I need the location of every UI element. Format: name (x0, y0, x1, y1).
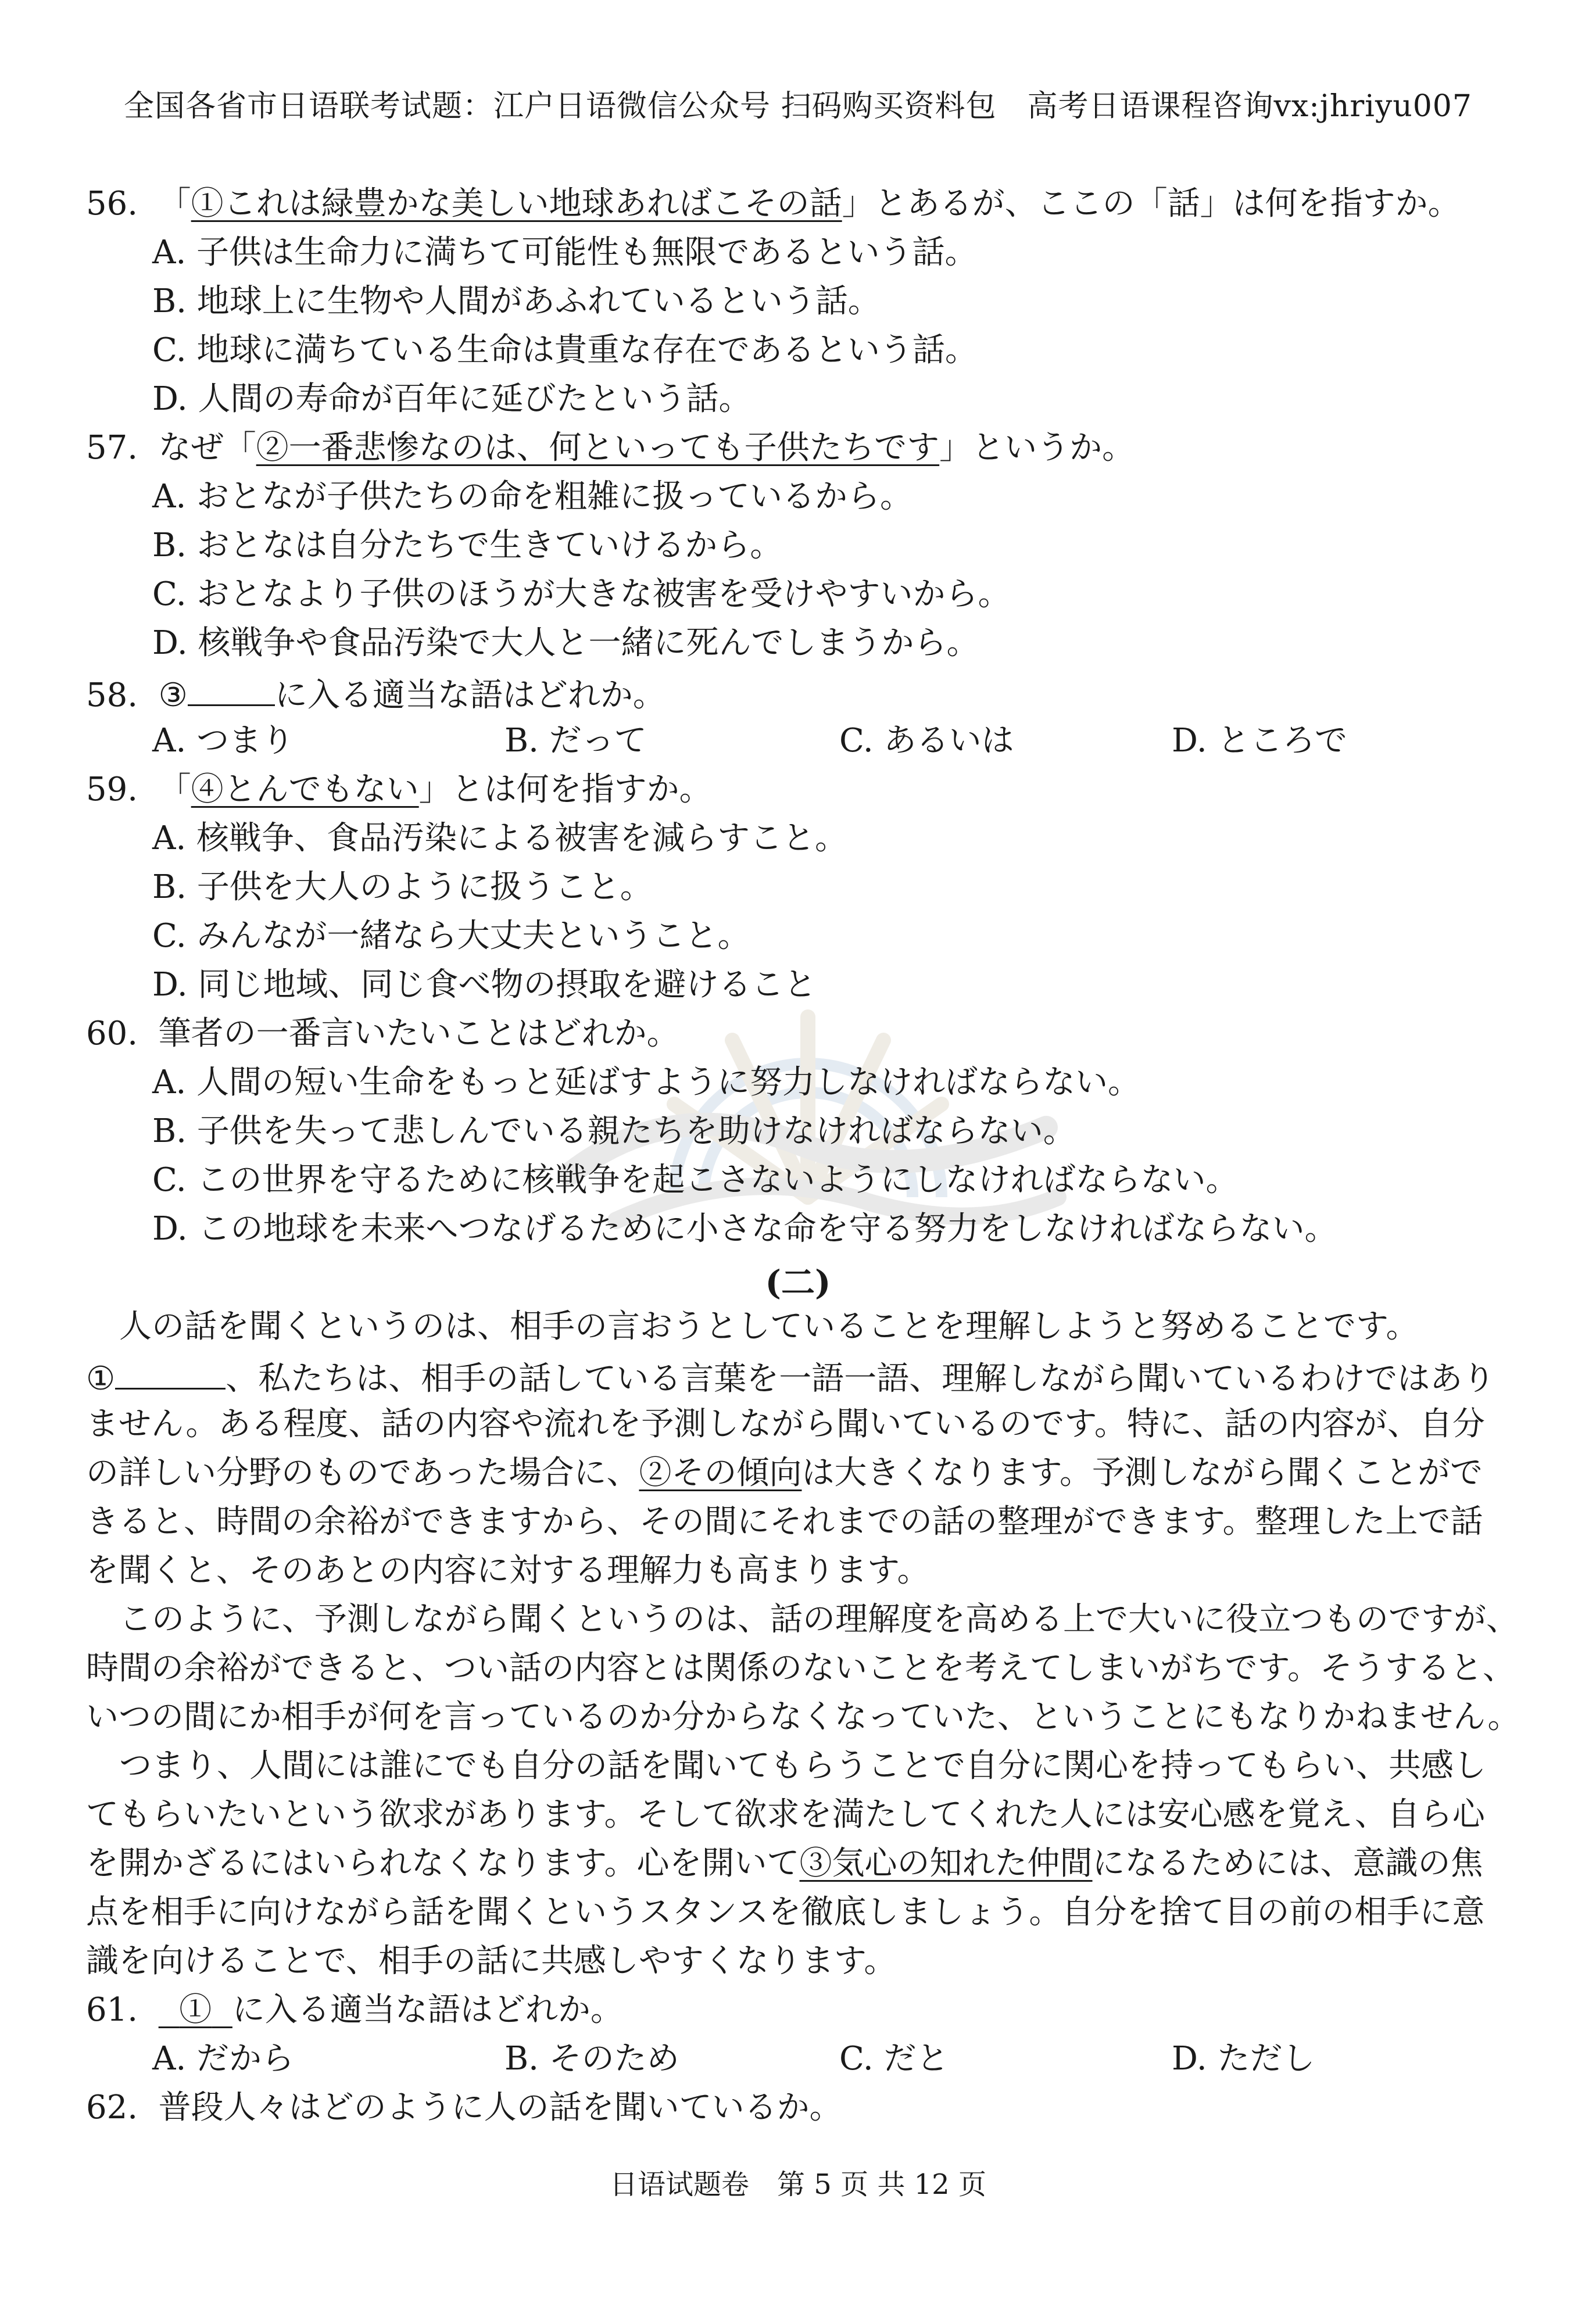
passage-line: つまり、人間には誰にでも自分の話を聞いてもらうことで自分に関心を持ってもらい、共感し (119, 1747, 1486, 1785)
passage-line (86, 1453, 1483, 1494)
answer-blank (115, 1355, 226, 1390)
option-60-c: C. この世界を守るために核戦争を起こさないようにしなければならない。 (152, 1161, 1239, 1199)
question-number: 59. (86, 771, 138, 808)
passage-line: きると、時間の余裕ができますから、その間にそれまでの話の整理ができます。整理した上で話 (86, 1503, 1483, 1541)
passage-line (86, 1843, 1483, 1884)
option-56-c: C. 地球に満ちている生命は貴重な存在であるという話。 (152, 331, 978, 369)
underlined-quote: ②一番悲惨なのは、何といっても子供たちです (256, 429, 940, 467)
question-text: に入る適当な語はどれか。 (232, 1991, 623, 2029)
passage-text: は大きくなります。予測しながら聞くことがで (801, 1454, 1483, 1492)
option-57-a: A. おとなが子供たちの命を粗雑に扱っているから。 (152, 478, 913, 515)
option-58-c: C. あるいは (839, 722, 1014, 760)
passage-text: の詳しい分野のものであった場合に、 (86, 1454, 639, 1492)
option-61-a: A. だから (152, 2040, 295, 2078)
question-number: 57. (86, 429, 138, 467)
option-59-b: B. 子供を大人のように扱うこと。 (152, 868, 653, 906)
underlined-phrase: ②その傾向 (639, 1454, 802, 1492)
option-58-b: B. だって (504, 722, 647, 760)
option-61-d: D. ただし (1172, 2040, 1315, 2078)
underlined-phrase: ③気心の知れた仲間 (799, 1845, 1093, 1882)
question-58 (86, 672, 665, 716)
option-61-c: C. だと (839, 2040, 949, 2078)
question-text-pre: なぜ「 (158, 429, 256, 467)
option-57-c: C. おとなより子供のほうが大きな被害を受けやすいから。 (152, 575, 1011, 613)
question-number: 61. (86, 1991, 138, 2029)
option-58-d: D. ところで (1172, 722, 1347, 760)
question-text: 」とは何を指すか。 (418, 771, 712, 808)
option-60-a: A. 人間の短い生命をもっと延ばすように努力しなければならない。 (152, 1064, 1141, 1101)
section-title: (二) (765, 1263, 831, 1302)
passage-line: 点を相手に向けながら話を聞くというスタンスを徹底しましょう。自分を捨て目の前の相手に意 (86, 1893, 1485, 1931)
option-60-d: D. この地球を未来へつなげるために小さな命を守る努力をしなければならない。 (152, 1210, 1337, 1248)
question-text: 普段人々はどのように人の話を聞いているか。 (158, 2089, 842, 2126)
option-60-b: B. 子供を失って悲しんでいる親たちを助けなければならない。 (152, 1112, 1076, 1150)
question-number: 62. (86, 2089, 138, 2126)
question-60 (86, 1014, 679, 1054)
option-56-b: B. 地球上に生物や人間があふれているという話。 (152, 282, 881, 320)
option-59-c: C. みんなが一緒なら大丈夫ということ。 (152, 917, 750, 955)
passage-line: いつの間にか相手が何を言っているのか分からなくなっていた、ということにもなりかねません。 (86, 1698, 1520, 1736)
option-56-d: D. 人間の寿命が百年に延びたという話。 (152, 380, 752, 418)
option-59-a: A. 核戦争、食品汚染による被害を減らすこと。 (152, 819, 848, 857)
question-text: 」というか。 (939, 429, 1135, 467)
blank-mark (159, 1991, 232, 2029)
underlined-quote: ④とんでもない (191, 771, 419, 808)
answer-blank (188, 672, 275, 706)
option-56-a: A. 子供は生命力に満ちて可能性も無限であるという話。 (152, 234, 978, 271)
passage-line: を聞くと、そのあとの内容に対する理解力も高まります。 (86, 1552, 930, 1589)
option-59-d: D. 同じ地域、同じ食べ物の摂取を避けること (152, 966, 817, 1004)
question-text: 」とあるが、ここの「話」は何を指すか。 (842, 185, 1461, 223)
blank-mark: ③ (158, 676, 188, 714)
question-number: 58. (86, 676, 138, 714)
blank-mark: ① (86, 1360, 116, 1398)
passage-text: 、私たちは、相手の話している言葉を一語一語、理解しながら聞いているわけではあり (226, 1360, 1495, 1398)
question-text: に入る適当な語はどれか。 (274, 676, 665, 714)
question-59 (86, 769, 712, 810)
question-61 (86, 1990, 623, 2031)
option-57-d: D. 核戦争や食品汚染で大人と一緒に死んでしまうから。 (152, 624, 979, 662)
question-62 (86, 2087, 842, 2128)
passage-line: ません。ある程度、話の内容や流れを予測しながら聞いているのです。特に、話の内容が、自分 (86, 1405, 1485, 1443)
passage-line: 時間の余裕ができると、つい話の内容とは関係のないことを考えてしまいがちです。そうすると、 (86, 1649, 1515, 1687)
question-text: 筆者の一番言いたいことはどれか。 (158, 1015, 679, 1052)
passage-line (86, 1355, 1495, 1399)
quote-open: 「 (158, 185, 191, 223)
passage-line: このように、予測しながら聞くというのは、話の理解度を高める上で大いに役立つものですが、 (119, 1600, 1519, 1638)
question-56 (86, 184, 1461, 224)
passage-line: 人の話を聞くというのは、相手の言おうとしていることを理解しようと努めることです。 (119, 1308, 1419, 1345)
option-61-b: B. そのため (504, 2040, 679, 2078)
passage-text: を開かざるにはいられなくなります。心を開いて (86, 1845, 800, 1882)
question-number: 60. (86, 1015, 138, 1052)
passage-line: てもらいたいという欲求があります。そして欲求を満たしてくれた人には安心感を覚え、自ら心 (86, 1796, 1485, 1834)
question-number: 56. (86, 185, 138, 223)
passage-line: 識を向けることで、相手の話に共感しやすくなります。 (86, 1942, 897, 1980)
option-58-a: A. つまり (152, 722, 295, 760)
blank-number: ① (179, 1991, 212, 2029)
page-header: 全国各省市日语联考试题：江户日语微信公众号 扫码购买资料包 高考日语课程咨询vx:jhriyu007 (124, 89, 1472, 124)
quote-open: 「 (158, 771, 191, 808)
page-footer: 日语试题卷 第 5 页 共 12 页 (610, 2168, 986, 2201)
option-57-b: B. おとなは自分たちで生きていけるから。 (152, 527, 783, 564)
passage-text: になるためには、意識の焦 (1092, 1845, 1483, 1882)
underlined-quote: ①これは緑豊かな美しい地球あればこその話 (191, 185, 842, 223)
question-57 (86, 428, 1135, 468)
